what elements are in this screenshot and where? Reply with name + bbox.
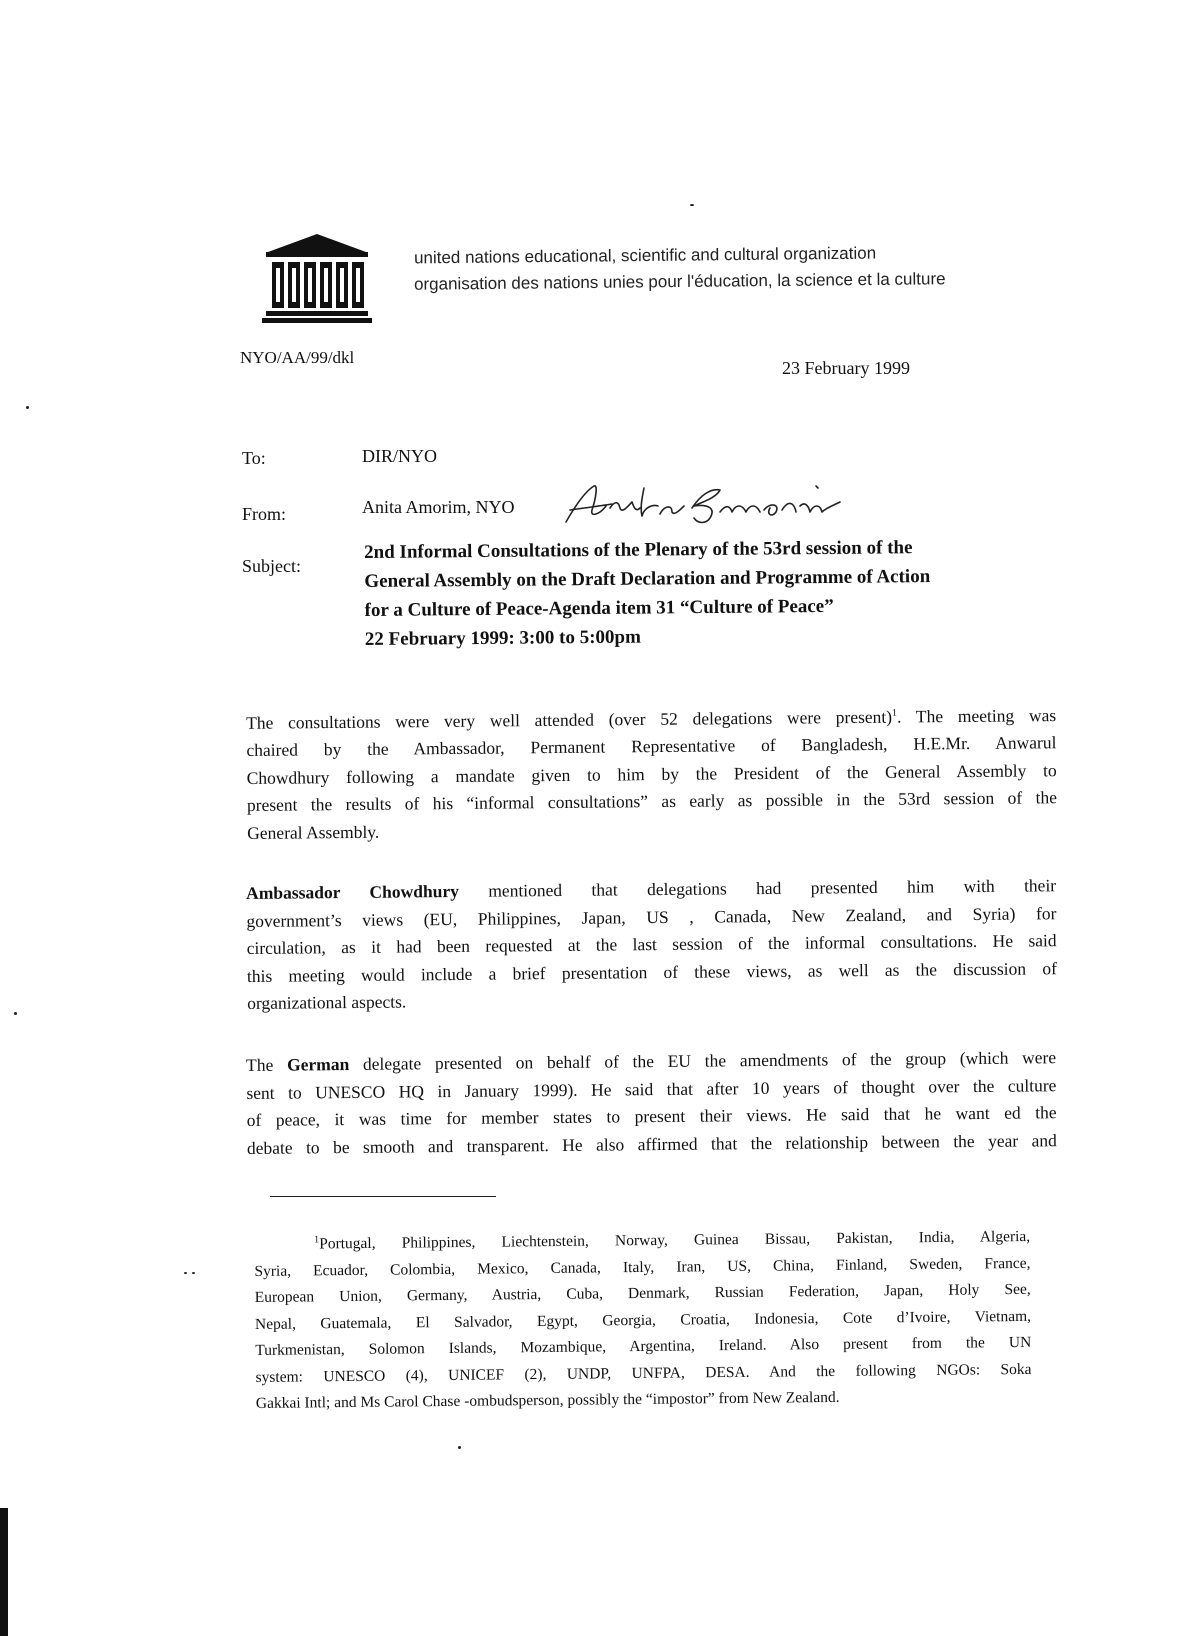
footnote-line: Syria, Ecuador, Colombia, Mexico, Canada, Italy, Iran, US, China, Finland, Sweden, France, xyxy=(254,1254,1031,1280)
org-name-english: united nations educational, scientific and cultural organization xyxy=(413,243,877,268)
subject-line: 22 February 1999: 3:00 to 5:00pm xyxy=(364,626,641,650)
subject-label: Subject: xyxy=(242,556,301,576)
paragraph-line: of peace, it was time for member states to present their views. He said that he want ed the xyxy=(246,1102,1057,1130)
bold-name: German xyxy=(286,1054,350,1075)
handwritten-signature xyxy=(560,478,850,538)
paragraph-line: General Assembly. xyxy=(247,821,380,843)
footnote-line: Gakkai Intl; and Ms Carol Chase -ombudsperson, possibly the “impostor” from New Zealand. xyxy=(255,1389,840,1413)
bold-name: Ambassador Chowdhury xyxy=(246,880,460,903)
footnote-line: Nepal, Guatemala, El Salvador, Egypt, Georgia, Croatia, Indonesia, Cote d’Ivoire, Vietnam, xyxy=(254,1307,1032,1333)
footnote-line: $^1$Portugal, Philippines, Liechtenstein, Norway, Guinea Bissau, Pakistan, India, Algeria, xyxy=(314,1228,1031,1253)
scan-speck xyxy=(26,406,29,409)
to-label: To: xyxy=(242,448,266,468)
paragraph-line: Ambassador Chowdhury mentioned that delegations had presented him with their xyxy=(246,875,1057,903)
paragraph-line: present the results of his “informal consultations” as early as possible in the 53rd session of the xyxy=(246,787,1058,816)
subject-value xyxy=(364,532,1065,654)
paragraph-line: circulation, as it had been requested at the last session of the informal consultations. He said xyxy=(246,930,1057,958)
paragraph-line: chaired by the Ambassador, Permanent Representative of Bangladesh, H.E.Mr. Anwarul xyxy=(246,732,1057,761)
scan-speck xyxy=(458,1446,461,1449)
unesco-logo xyxy=(262,232,372,324)
footnote-line: system: UNESCO (4), UNICEF (2), UNDP, UNFPA, DESA. And the following NGOs: Soka xyxy=(255,1360,1032,1386)
scan-speck xyxy=(192,1272,195,1274)
to-value: DIR/NYO xyxy=(362,446,437,466)
footnote-line: Turkmenistan, Solomon Islands, Mozambique, Argentina, Ireland. Also present from the UN xyxy=(255,1334,1032,1360)
paragraph-line: government’s views (EU, Philippines, Japan, US , Canada, New Zealand, and Syria) for xyxy=(246,902,1057,931)
paragraph-attendance xyxy=(246,698,1057,847)
paragraph-line: organizational aspects. xyxy=(247,991,407,1013)
paragraph-line: Chowdhury following a mandate given to him by the President of the General Assembly to xyxy=(246,760,1057,788)
footnote-ref: 1 xyxy=(891,707,898,719)
reference-number: NYO/AA/99/dkl xyxy=(240,348,355,367)
scan-edge-shadow xyxy=(0,1508,8,1636)
paragraph-line: sent to UNESCO HQ in January 1999). He said that after 10 years of thought over the culture xyxy=(246,1074,1057,1103)
subject-line: General Assembly on the Draft Declaration and Programme of Action xyxy=(364,566,931,592)
paragraph-ambassador xyxy=(246,872,1057,1017)
paragraph-german-delegate xyxy=(246,1044,1057,1162)
scan-speck xyxy=(14,1012,17,1015)
footnote-divider xyxy=(270,1196,496,1197)
scan-speck xyxy=(690,204,694,206)
paragraph-line: The German delegate presented on behalf of the EU the amendments of the group (which were xyxy=(246,1047,1057,1075)
footnote-line: European Union, Germany, Austria, Cuba, Denmark, Russian Federation, Japan, Holy See, xyxy=(254,1281,1031,1307)
subject-line: for a Culture of Peace-Agenda item 31 “Culture of Peace” xyxy=(364,595,834,621)
paragraph-line: this meeting would include a brief presentation of these views, as well as the discussion of xyxy=(246,957,1057,986)
subject-line: 2nd Informal Consultations of the Plenary of the 53rd session of the xyxy=(364,537,913,563)
scan-speck xyxy=(184,1272,187,1274)
footnote xyxy=(254,1220,1032,1418)
paragraph-line: debate to be smooth and transparent. He also affirmed that the relationship between the year and xyxy=(246,1129,1057,1158)
paragraph-line: The consultations were very well attended (over 52 delegations were present)$^1$. The meeting was xyxy=(246,705,1057,733)
org-name-french: organisation des nations unies pour l'éducation, la science et la culture xyxy=(413,269,946,294)
footnote-marker: 1 xyxy=(314,1234,320,1246)
from-label: From: xyxy=(242,504,287,524)
from-value: Anita Amorim, NYO xyxy=(362,497,515,517)
memo-date: 23 February 1999 xyxy=(782,358,910,378)
